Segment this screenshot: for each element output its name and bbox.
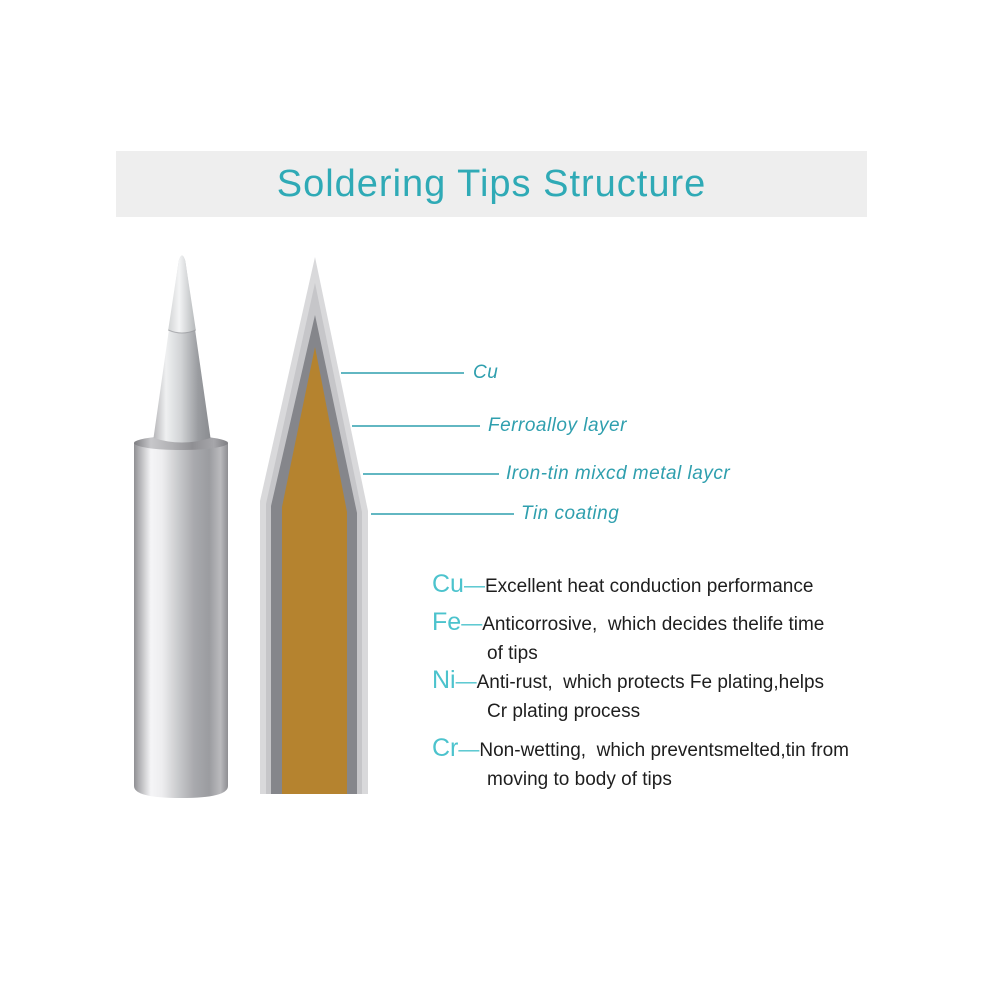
legend-text-fe-line2: of tips xyxy=(487,643,538,664)
legend-text-cr-line2: moving to body of tips xyxy=(487,769,672,790)
tip-cylinder-body xyxy=(134,443,228,798)
layer-ferroalloy xyxy=(271,315,357,794)
legend-row-cu xyxy=(432,572,813,597)
legend-dash: — xyxy=(463,574,485,597)
legend-text-fe: Anticorrosive, which decides thelife time xyxy=(482,614,825,635)
legend-text-cr: Non-wetting, which preventsmelted,tin from xyxy=(479,740,849,761)
label-pointer-lines xyxy=(341,373,514,514)
legend-dash: — xyxy=(455,670,477,693)
legend-symbol-cu: Cu xyxy=(432,570,464,598)
tip-cross-section xyxy=(260,257,368,794)
layer-copper-core xyxy=(282,347,347,794)
title-banner xyxy=(116,151,867,217)
layer-label-tin-coating: Tin coating xyxy=(521,503,620,524)
legend-text-cu: Excellent heat conduction performance xyxy=(484,576,814,597)
soldering-tip-photo xyxy=(134,256,228,799)
legend-text-ni: Anti-rust, which protects Fe plating,helps xyxy=(476,672,825,693)
layer-label-cu: Cu xyxy=(473,362,499,383)
page-title: Soldering Tips Structure xyxy=(276,162,707,205)
legend-symbol-fe: Fe xyxy=(432,608,462,636)
tip-cylinder-rim xyxy=(134,436,228,450)
layer-label-ferroalloy: Ferroalloy layer xyxy=(488,415,627,436)
legend-row-cr xyxy=(432,736,849,761)
legend-row-ni xyxy=(432,668,824,693)
legend-dash: — xyxy=(461,612,483,635)
legend-symbol-ni: Ni xyxy=(432,666,456,694)
layer-tin-coating xyxy=(260,257,368,794)
tip-tinned-point-edge xyxy=(168,330,196,333)
legend-row-fe xyxy=(432,610,824,635)
tip-cone xyxy=(154,256,211,443)
legend-dash: — xyxy=(458,738,480,761)
tip-tinned-point xyxy=(168,256,196,333)
layer-label-iron-tin: Iron-tin mixcd metal laycr xyxy=(506,463,731,484)
legend-symbol-cr: Cr xyxy=(432,734,459,762)
layer-iron-tin-mixed xyxy=(266,283,362,794)
legend-text-ni-line2: Cr plating process xyxy=(487,701,641,722)
